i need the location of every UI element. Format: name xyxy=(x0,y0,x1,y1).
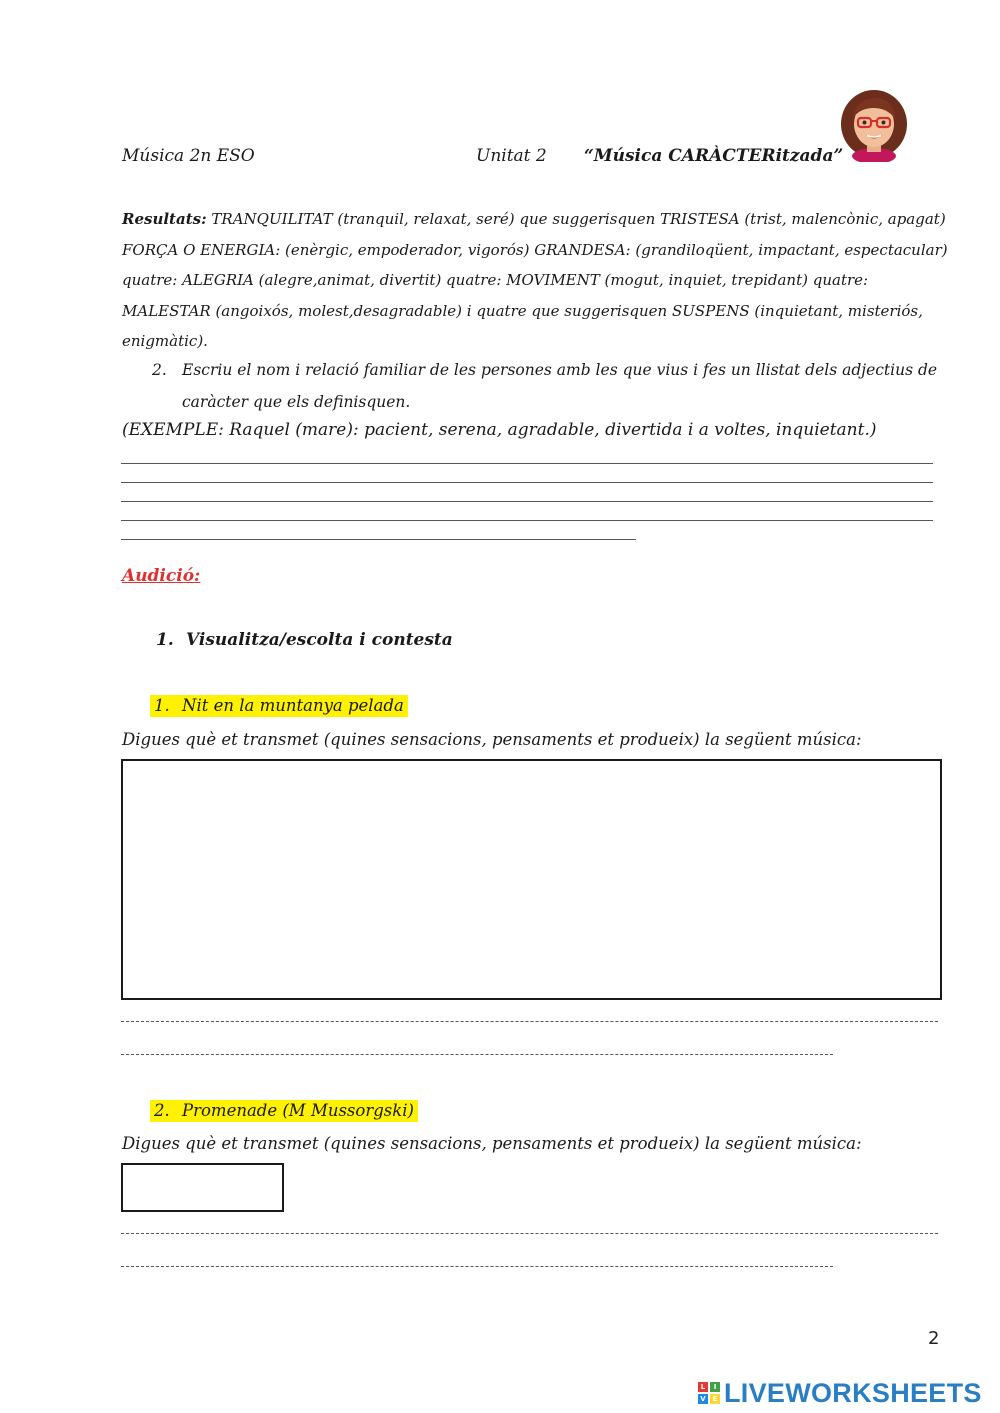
piece-1-title-text: Nit en la muntanya pelada xyxy=(182,696,404,715)
logo-tiles xyxy=(698,1382,720,1404)
logo-tile: E xyxy=(710,1394,720,1404)
question-2-text: Escriu el nom i relació familiar de les persones amb les que vius i fes un llistat dels adjectius de caràcter que els definisquen. xyxy=(182,361,938,411)
example-text: (EXEMPLE: Raquel (mare): pacient, serena, agradable, divertida i a voltes, inquietant.) xyxy=(122,420,877,440)
writing-line[interactable] xyxy=(121,520,933,521)
writing-line[interactable] xyxy=(121,539,636,540)
audicio-instruction-text: Visualitza/escolta i contesta xyxy=(186,630,453,650)
piece-2-answer-box[interactable] xyxy=(121,1163,284,1212)
piece-2-prompt: Digues què et transmet (quines sensacions, pensaments et produeix) la següent música: xyxy=(122,1134,862,1153)
dashed-answer-line[interactable] xyxy=(121,1054,833,1055)
logo-tile: L xyxy=(698,1382,708,1392)
audicio-instruction-number: 1. xyxy=(156,630,174,650)
writing-line[interactable] xyxy=(121,501,933,502)
unit-label: Unitat 2 xyxy=(476,146,547,166)
writing-line[interactable] xyxy=(121,482,933,483)
course-label: Música 2n ESO xyxy=(122,146,255,166)
dashed-answer-line[interactable] xyxy=(121,1233,938,1234)
page-title: “Música CARÀCTERitzada” xyxy=(584,146,844,166)
results-label: Resultats: xyxy=(122,210,207,228)
logo-tile: V xyxy=(698,1394,708,1404)
dashed-answer-line[interactable] xyxy=(121,1266,833,1267)
piece-1-number: 1. xyxy=(154,696,170,715)
logo-tile: I xyxy=(710,1382,720,1392)
teacher-avatar-icon xyxy=(836,86,912,162)
question-2 xyxy=(152,354,942,418)
audicio-instruction xyxy=(156,630,453,650)
piece-1-title[interactable] xyxy=(150,696,408,715)
audicio-heading: Audició: xyxy=(122,566,201,586)
piece-1-prompt: Digues què et transmet (quines sensacions, pensaments et produeix) la següent música: xyxy=(122,730,862,749)
writing-line[interactable] xyxy=(121,463,933,464)
piece-1-answer-box[interactable] xyxy=(121,759,942,1000)
page-number: 2 xyxy=(928,1328,940,1349)
piece-2-title[interactable] xyxy=(150,1101,418,1120)
results-text: TRANQUILITAT (tranquil, relaxat, seré) que suggerisquen TRISTESA (trist, malencònic, apagat) FORÇA O ENERGIA: (enèrgic, empoderador, vigorós) GRANDESA: (grandiloqüent, impactant, espectacular) quatre: ALEGRIA (alegre,animat, divertit) quatre: MOVIMENT (mogut, inquiet, trepidant) quatre: MALESTAR (angoixós, molest,desagradable) i quatre que suggerisquen SUSPENS (inquietant, misteriós, enigmàtic). xyxy=(122,210,948,350)
liveworksheets-logo[interactable] xyxy=(698,1378,982,1408)
dashed-answer-line[interactable] xyxy=(121,1021,938,1022)
question-2-number: 2. xyxy=(152,361,167,379)
results-paragraph xyxy=(122,204,952,357)
piece-2-title-text: Promenade (M Mussorgski) xyxy=(182,1101,414,1120)
brand-name: LIVEWORKSHEETS xyxy=(724,1377,982,1408)
piece-2-number: 2. xyxy=(154,1101,170,1120)
